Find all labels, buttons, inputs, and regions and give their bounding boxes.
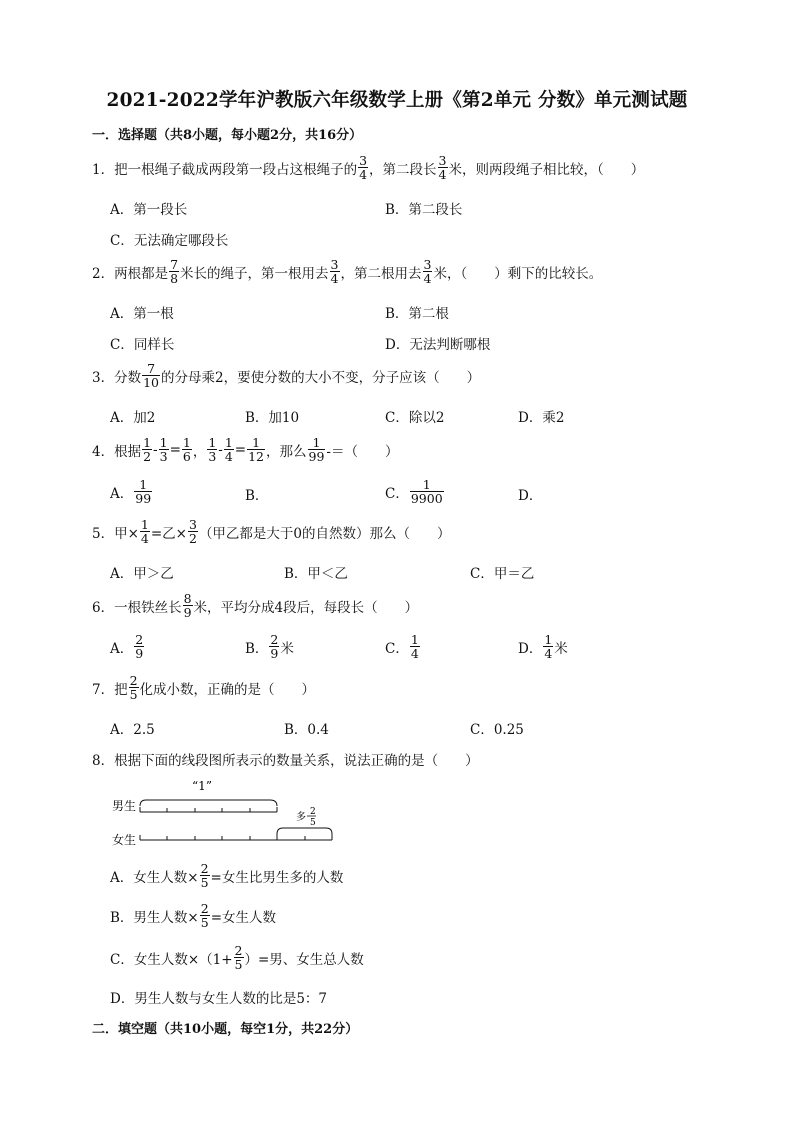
fraction: $\frac{2}{9}$ [270, 632, 279, 661]
q6-option-b: B． $\frac{2}{9}$ 米 [245, 632, 294, 661]
section-heading-fill: 二．填空题（共10小题，每空1分，共22分） [92, 1022, 359, 1037]
q5-option-b: B．甲＜乙 [284, 566, 348, 582]
fraction: $\frac{3}{4}$ [359, 153, 368, 182]
question-2: 2．两根都是 $\frac{7}{8}$ 米长的绳子，第一根用去 $\frac{3}{4}$ ，第二根用去 $\frac{3}{4}$ 米，（ ）剩下的比较长。 [92, 257, 603, 286]
q3-option-a: A．加2 [110, 410, 156, 426]
fraction: $\frac{1}{3}$ [208, 435, 217, 464]
q5-option-a: A．甲＞乙 [110, 566, 174, 582]
more-prefix: 多 [296, 812, 306, 823]
fraction: $\frac{1}{4}$ [410, 632, 419, 661]
fraction: $\frac{1}{4}$ [544, 632, 553, 661]
q7-option-b: B．0.4 [284, 722, 329, 738]
q1-option-a: A．第一段长 [110, 202, 188, 218]
fraction: $\frac{2}{5}$ [200, 861, 209, 890]
page-title: 2021-2022学年沪教版六年级数学上册《第2单元 分数》单元测试题 [106, 90, 688, 111]
q2-option-a: A．第一根 [110, 306, 174, 322]
extra-brace [277, 828, 332, 834]
fraction: $\frac{8}{9}$ [183, 591, 192, 620]
fraction: $\frac{7}{10}$ [143, 361, 159, 390]
question-5: 5．甲× $\frac{1}{4}$ =乙× $\frac{3}{2}$ （甲乙都是大于0的自然数）那么（ ） [92, 517, 451, 546]
fraction: $\frac{1}{99}$ [135, 477, 152, 506]
question-8: 8．根据下面的线段图所表示的数量关系，说法正确的是（ ） [92, 753, 479, 769]
section-heading-choice: 一．选择题（共8小题，每小题2分，共16分） [92, 128, 363, 143]
unit-one-label: “1” [192, 779, 212, 793]
fraction: $\frac{2}{9}$ [135, 632, 144, 661]
fraction: $\frac{7}{8}$ [170, 257, 179, 286]
boys-brace [140, 800, 277, 806]
fraction: $\frac{1}{9900}$ [410, 477, 443, 506]
q1-option-c: C．无法确定哪段长 [110, 233, 229, 249]
q8-option-b: B．男生人数× $\frac{2}{5}$ =女生人数 [110, 901, 276, 930]
question-6: 6．一根铁丝长 $\frac{8}{9}$ 米，平均分成4段后，每段长（ ） [92, 591, 419, 620]
q4-option-c: C． $\frac{1}{9900}$ [385, 477, 443, 506]
more-denominator: 5 [310, 818, 316, 828]
question-1: 1．把一根绳子截成两段第一段占这根绳子的 $\frac{3}{4}$ ，第二段长 $\frac{3}{4}$ 米，则两段绳子相比较，（ ） [92, 153, 645, 182]
question-3: 3．分数 $\frac{7}{10}$ 的分母乘2，要使分数的大小不变，分子应该（ ） [92, 361, 481, 390]
question-7: 7．把 $\frac{2}{5}$ 化成小数，正确的是（ ） [92, 673, 316, 702]
fraction: $\frac{1}{6}$ [182, 435, 191, 464]
q5-option-c: C．甲＝乙 [470, 566, 535, 582]
q2-option-d: D．无法判断哪根 [385, 337, 491, 353]
question-4: 4．根据 $\frac{1}{2}$ - $\frac{1}{3}$ = $\frac{1}{6}$ ， $\frac{1}{3}$ - $\frac{1}{4}$ = $\frac{1}{12}$ ，那么 $\frac{1}{99}$ -＝（ ） [92, 435, 399, 464]
more-numerator: 2 [310, 807, 316, 817]
q2-option-c: C．同样长 [110, 337, 175, 353]
fraction: $\frac{2}{5}$ [234, 943, 243, 972]
q8-option-d: D．男生人数与女生人数的比是5：7 [110, 991, 328, 1007]
fraction: $\frac{1}{99}$ [308, 435, 325, 464]
q3-option-d: D．乘2 [518, 410, 565, 426]
q3-option-b: B．加10 [245, 410, 300, 426]
q3-option-c: C．除以2 [385, 410, 445, 426]
fraction: $\frac{3}{4}$ [438, 153, 447, 182]
girls-label: 女生 [112, 833, 137, 847]
boys-label: 男生 [112, 799, 137, 813]
q4-option-d: D． [518, 488, 543, 504]
fraction: $\frac{3}{2}$ [188, 517, 197, 546]
q8-option-c: C．女生人数×（1+ $\frac{2}{5}$ ）=男、女生总人数 [110, 943, 364, 972]
fraction: $\frac{1}{4}$ [224, 435, 233, 464]
fraction: $\frac{2}{5}$ [200, 901, 209, 930]
q4-option-a: A． $\frac{1}{99}$ [110, 477, 152, 506]
fraction: $\frac{1}{2}$ [143, 435, 152, 464]
q6-option-c: C． $\frac{1}{4}$ [385, 632, 419, 661]
fraction: $\frac{2}{5}$ [129, 673, 138, 702]
q6-option-a: A． $\frac{2}{9}$ [110, 632, 144, 661]
q2-option-b: B．第二根 [385, 306, 449, 322]
q7-option-a: A．2.5 [110, 722, 155, 738]
q1-option-b: B．第二段长 [385, 202, 463, 218]
q6-option-d: D． $\frac{1}{4}$ 米 [518, 632, 568, 661]
fraction: $\frac{1}{12}$ [248, 435, 265, 464]
q4-option-b: B． [245, 488, 269, 504]
q7-option-c: C．0.25 [470, 722, 524, 738]
fraction: $\frac{1}{3}$ [159, 435, 168, 464]
line-segment-diagram [110, 776, 350, 850]
fraction: $\frac{3}{4}$ [423, 257, 432, 286]
fraction: $\frac{3}{4}$ [330, 257, 339, 286]
fraction: $\frac{1}{4}$ [140, 517, 149, 546]
q8-option-a: A．女生人数× $\frac{2}{5}$ =女生比男生多的人数 [110, 861, 344, 890]
